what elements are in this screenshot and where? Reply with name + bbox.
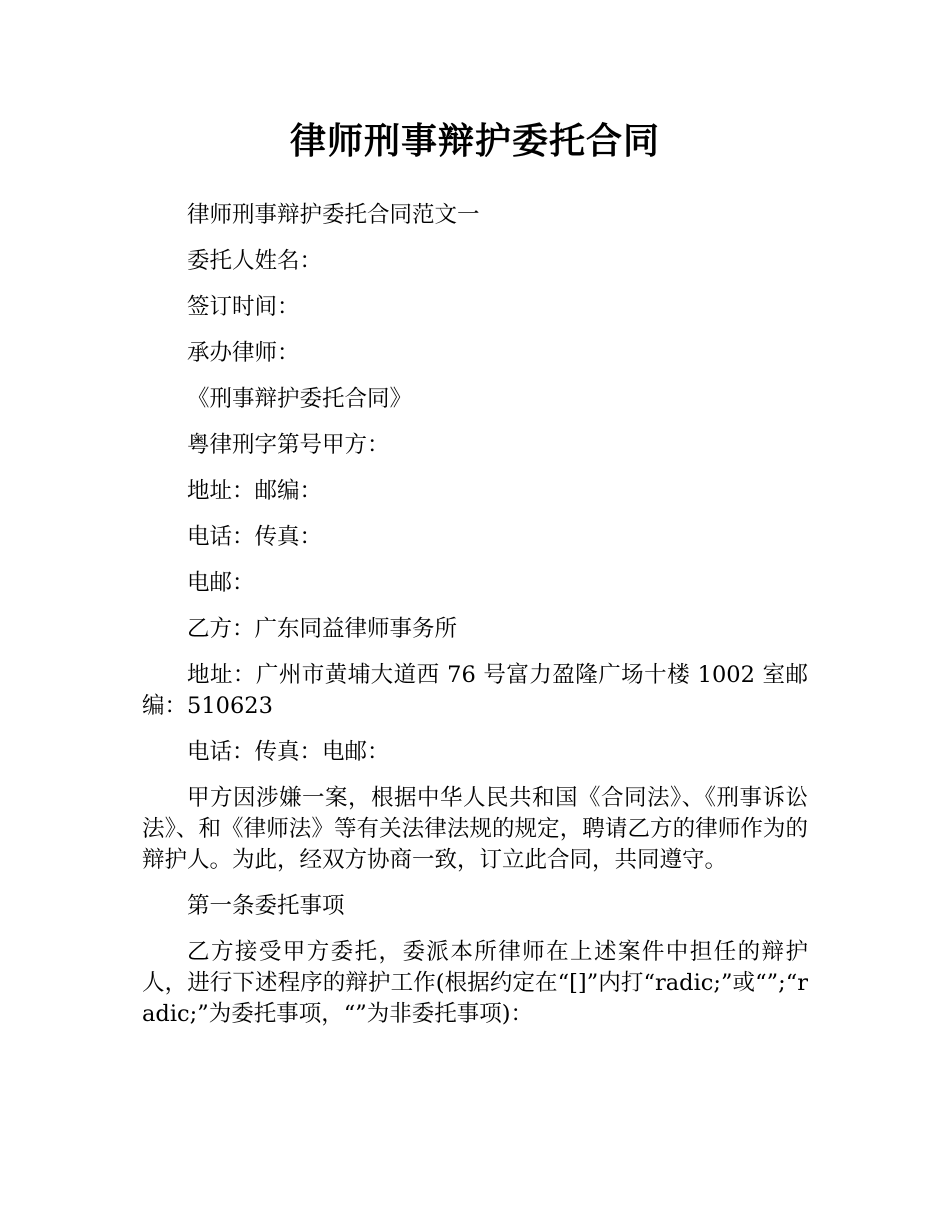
paragraph-sign-date: 签订时间： [187, 294, 300, 320]
paragraph-contract-name: 《刑事辩护委托合同》 [187, 386, 413, 412]
paragraph-article-one-body: 乙方接受甲方委托，委派本所律师在上述案件中担任的辩护人，进行下述程序的辩护工作(根据约定在“[]”内打“radic;”或“”;“radic;”为委托事项，“”为非委托事项)： [142, 939, 808, 1027]
paragraph-subtitle: 律师刑事辩护委托合同范文一 [187, 202, 480, 228]
paragraph-party-a-email: 电邮： [187, 570, 255, 596]
paragraph-party-b-contact: 电话：传真：电邮： [187, 739, 390, 765]
paragraph-party-b: 乙方：广东同益律师事务所 [187, 616, 458, 642]
paragraph-party-a-phone: 电话：传真： [187, 524, 323, 550]
paragraph-party-a-address: 地址：邮编： [187, 478, 323, 504]
paragraph-lawyer: 承办律师： [187, 340, 300, 366]
paragraph-party-b-address: 地址：广州市黄埔大道西 76 号富力盈隆广场十楼 1002 室邮编：510623 [142, 662, 808, 719]
paragraph-client-name: 委托人姓名： [187, 248, 323, 274]
paragraph-party-a: 粤律刑字第号甲方： [187, 432, 390, 458]
paragraph-article-one-heading: 第一条委托事项 [187, 893, 345, 919]
document-title: 律师刑事辩护委托合同 [289, 121, 660, 162]
paragraph-preamble: 甲方因涉嫌一案，根据中华人民共和国《合同法》、《刑事诉讼法》、和《律师法》等有关法律法规的规定，聘请乙方的律师作为的辩护人。为此，经双方协商一致，订立此合同，共同遵守。 [142, 785, 808, 873]
document-body [142, 200, 808, 1045]
